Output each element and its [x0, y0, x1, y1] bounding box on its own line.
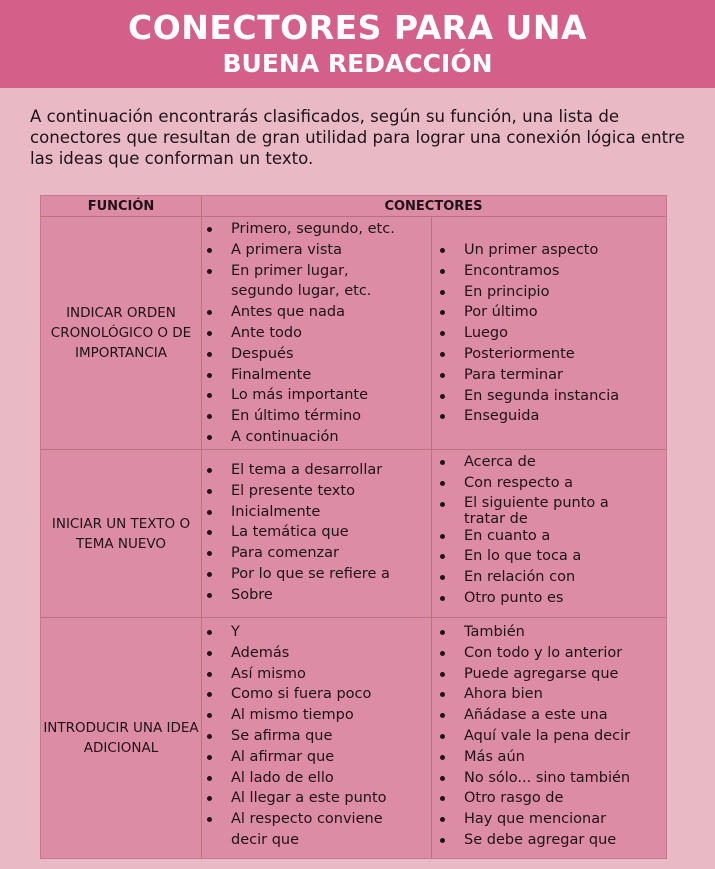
list-item: Por último	[438, 302, 619, 323]
list-item: Además	[205, 643, 387, 664]
list-item: Lo más importante	[205, 385, 395, 406]
list-item-continuation: decir que	[231, 831, 300, 848]
list-item: Después	[205, 344, 395, 365]
list-item: Al lado de ello	[205, 768, 387, 789]
list-item: Puede agregarse que	[438, 664, 630, 685]
title-banner	[0, 0, 715, 88]
function-label: INTRODUCIR UNA IDEA ADICIONAL	[43, 720, 199, 756]
list-item: Como si fuera poco	[205, 684, 387, 705]
list-item: Encontramos	[438, 261, 619, 282]
list-item: Hay que mencionar	[438, 809, 630, 830]
list-item: Posteriormente	[438, 344, 619, 365]
connector-list	[438, 240, 619, 427]
list-item: Para comenzar	[205, 543, 390, 564]
list-item: Se debe agregar que	[438, 830, 630, 851]
list-item: En último término	[205, 406, 395, 427]
function-label: INDICAR ORDEN CRONOLÓGICO O DE IMPORTANCIA	[50, 305, 192, 361]
connector-list	[205, 219, 395, 448]
list-item: A primera vista	[205, 240, 395, 261]
list-item: En primer lugar,	[205, 261, 395, 282]
list-item-continuation: tratar de	[464, 510, 528, 527]
column-divider	[431, 216, 432, 858]
list-item: La temática que	[205, 522, 390, 543]
list-item: Antes que nada	[205, 302, 395, 323]
function-label: INICIAR UN TEXTO O TEMA NUEVO	[51, 515, 191, 552]
list-item: El siguiente punto a	[438, 494, 609, 512]
list-item: Inicialmente	[205, 502, 390, 523]
connector-list	[438, 622, 630, 851]
title-line-1: CONECTORES PARA UNA	[127, 8, 587, 47]
list-item: Ahora bien	[438, 684, 630, 705]
list-item: Así mismo	[205, 664, 387, 685]
list-item: Al respecto conviene	[205, 809, 387, 830]
list-item: Al afirmar que	[205, 747, 387, 768]
list-item: No sólo... sino también	[438, 768, 630, 789]
list-item: En segunda instancia	[438, 386, 619, 407]
list-item-continuation: segundo lugar, etc.	[231, 283, 372, 300]
list-item: A continuación	[205, 427, 395, 448]
list-item: Sobre	[205, 585, 390, 606]
list-item: Al llegar a este punto	[205, 788, 387, 809]
list-item: En lo que toca a	[438, 546, 609, 567]
list-item: Se afirma que	[205, 726, 387, 747]
list-item: Ante todo	[205, 323, 395, 344]
list-item: Con todo y lo anterior	[438, 643, 630, 664]
connector-list	[205, 622, 387, 851]
list-item: Añádase a este una	[438, 705, 630, 726]
list-item: Enseguida	[438, 406, 619, 427]
list-item: Acerca de	[438, 452, 609, 473]
connector-list	[205, 460, 390, 606]
list-item: Luego	[438, 323, 619, 344]
list-item: Con respecto a	[438, 473, 609, 494]
column-divider	[201, 196, 202, 858]
list-item: En principio	[438, 282, 619, 303]
list-item: El tema a desarrollar	[205, 460, 390, 481]
list-item: En relación con	[438, 567, 609, 588]
list-item: Otro punto es	[438, 588, 609, 609]
list-item: Un primer aspecto	[438, 240, 619, 261]
list-item: Por lo que se refiere a	[205, 564, 390, 585]
intro-paragraph: A continuación encontrarás clasificados, según su función, una lista de conectores que resultan de gran utilidad para lograr una conexión lógica entre las ideas que conforman un texto.	[30, 107, 685, 168]
list-item: Aquí vale la pena decir	[438, 726, 630, 747]
title-line-2: BUENA REDACCIÓN	[222, 49, 493, 78]
list-item: Y	[205, 622, 387, 643]
header-connectors: CONECTORES	[384, 199, 483, 214]
list-item: Más aún	[438, 747, 630, 768]
list-item: Al mismo tiempo	[205, 705, 387, 726]
list-item: Finalmente	[205, 365, 395, 386]
list-item: El presente texto	[205, 481, 390, 502]
header-function: FUNCIÓN	[87, 199, 155, 214]
connector-list	[438, 452, 609, 609]
list-item: Primero, segundo, etc.	[205, 219, 395, 240]
connectors-table	[40, 195, 667, 859]
list-item: Otro rasgo de	[438, 788, 630, 809]
list-item: También	[438, 622, 630, 643]
list-item: Para terminar	[438, 365, 619, 386]
list-item: En cuanto a	[438, 526, 609, 547]
